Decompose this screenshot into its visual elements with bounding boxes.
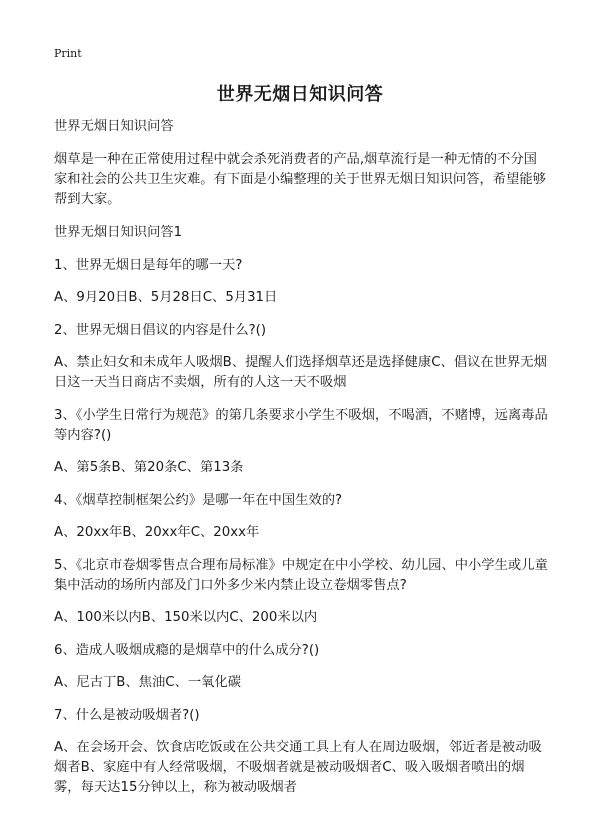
- question-6: 6、造成人吸烟成瘾的是烟草中的什么成分?(): [54, 643, 320, 658]
- question-5: 5、《北京市卷烟零售点合理布局标准》中规定在中小学校、幼儿园、中小学生或儿童集中活动的场所内部及门口外多少米内禁止设立卷烟零售点?: [54, 558, 548, 593]
- answer-7: A、在会场开会、饮食店吃饭或在公共交通工具上有人在周边吸烟，邻近者是被动吸烟者B、家庭中有人经常吸烟，不吸烟者就是被动吸烟者C、吸入吸烟者喷出的烟雾，每天达15分钟以上，称为被动吸烟者: [54, 740, 542, 795]
- question-2: 2、世界无烟日倡议的内容是什么?(): [54, 323, 267, 338]
- question-7: 7、什么是被动吸烟者?(): [54, 708, 200, 723]
- answer-1: A、9月20日B、5月28日C、5月31日: [54, 290, 278, 305]
- answer-6: A、尼古丁B、焦油C、一氧化碳: [54, 675, 242, 690]
- page-title: 世界无烟日知识问答: [216, 84, 384, 105]
- question-3: 3、《小学生日常行为规范》的第几条要求小学生不吸烟，不喝酒，不赌博，远离毒品等内容?(): [54, 408, 548, 443]
- print-link[interactable]: Print: [54, 47, 82, 60]
- intro-paragraph: 烟草是一种在正常使用过程中就会杀死消费者的产品,烟草流行是一种无情的不分国家和社会的公共卫生灾难。有下面是小编整理的关于世界无烟日知识问答，希望能够帮到大家。: [54, 152, 546, 207]
- section-heading: 世界无烟日知识问答1: [54, 225, 183, 240]
- question-4: 4、《烟草控制框架公约》是哪一年在中国生效的?: [54, 493, 343, 508]
- answer-5: A、100米以内B、150米以内C、200米以内: [54, 610, 318, 625]
- answer-2: A、禁止妇女和未成年人吸烟B、提醒人们选择烟草还是选择健康C、倡议在世界无烟日这一天当日商店不卖烟，所有的人这一天不吸烟: [54, 355, 547, 390]
- answer-4: A、20xx年B、20xx年C、20xx年: [54, 525, 260, 540]
- question-1: 1、世界无烟日是每年的哪一天?: [54, 258, 243, 273]
- subtitle-paragraph: 世界无烟日知识问答: [54, 119, 174, 134]
- article-body: [54, 117, 548, 811]
- answer-3: A、第5条B、第20条C、第13条: [54, 460, 244, 475]
